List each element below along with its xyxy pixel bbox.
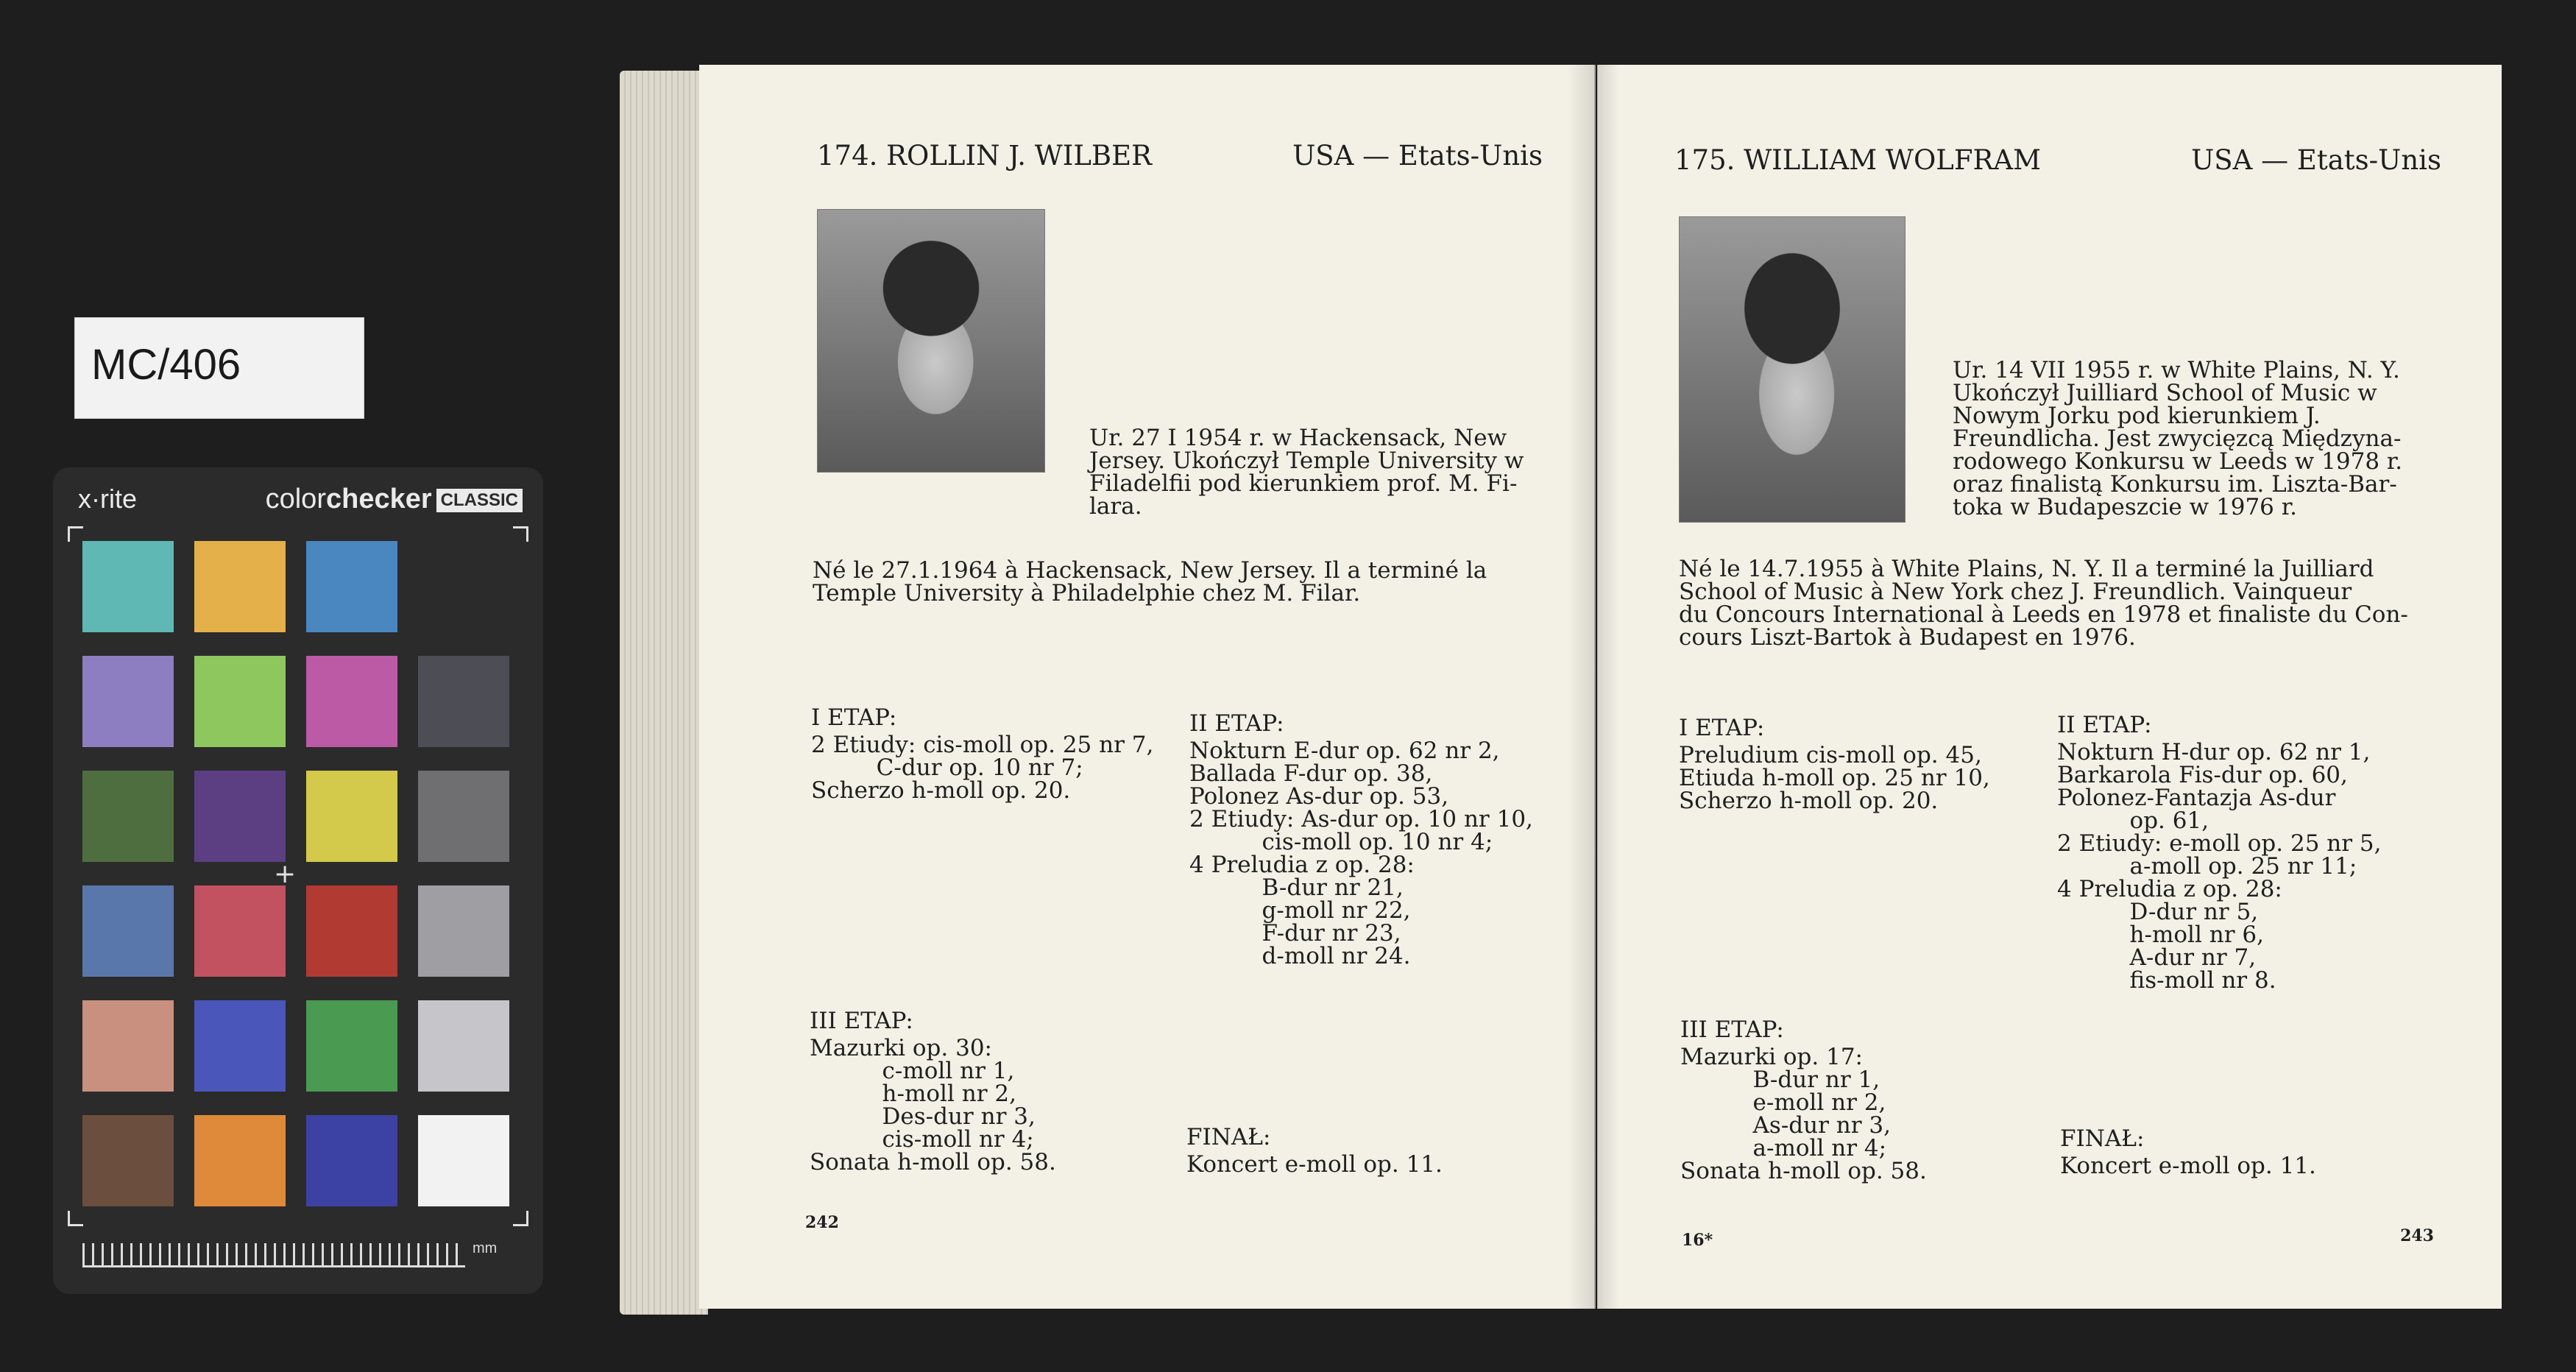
stage-2-program bbox=[1189, 712, 1533, 968]
stage-3-program bbox=[810, 1010, 1056, 1174]
program-line: c-moll nr 1, bbox=[810, 1058, 1015, 1084]
program-line: 2 Etiudy: cis-moll op. 25 nr 7, bbox=[811, 732, 1154, 758]
color-swatch bbox=[82, 1115, 174, 1206]
portrait-photo bbox=[1679, 216, 1906, 523]
color-swatch bbox=[418, 541, 509, 632]
color-swatch bbox=[306, 771, 397, 862]
page-number: 243 bbox=[2400, 1226, 2434, 1245]
colorchecker-logo: colorchecker CLASSIC bbox=[266, 484, 523, 515]
stage-heading: II ETAP: bbox=[1189, 710, 1284, 737]
portrait-photo bbox=[817, 209, 1045, 473]
program-line: C-dur op. 10 nr 7; bbox=[811, 754, 1083, 781]
program-line: h-moll nr 6, bbox=[2057, 922, 2264, 948]
stage-1-program bbox=[1679, 717, 1990, 813]
color-swatch bbox=[82, 885, 174, 977]
program-line: A-dur nr 7, bbox=[2057, 944, 2257, 971]
color-swatch bbox=[82, 656, 174, 747]
bio-line: School of Music à New York chez J. Freundlich. Vainqueur bbox=[1679, 579, 2352, 605]
color-swatch bbox=[194, 771, 286, 862]
program-line: Nokturn H-dur op. 62 nr 1, bbox=[2057, 739, 2371, 765]
bio-line: cours Liszt-Bartok à Budapest en 1976. bbox=[1679, 624, 2136, 651]
stage-heading: II ETAP: bbox=[2057, 712, 2152, 738]
stage-heading: III ETAP: bbox=[1680, 1016, 1784, 1043]
program-line: d-moll nr 24. bbox=[1189, 943, 1411, 969]
program-line: g-moll nr 22, bbox=[1189, 897, 1411, 924]
program-line: Polonez As-dur op. 53, bbox=[1189, 783, 1449, 810]
bio-line: Nowym Jorku pod kierunkiem J. bbox=[1953, 403, 2321, 429]
program-line: Scherzo h-moll op. 20. bbox=[811, 777, 1071, 804]
book-gutter bbox=[1568, 65, 1619, 1309]
registration-mark bbox=[68, 1211, 83, 1226]
color-checker-card bbox=[53, 467, 543, 1294]
program-line: Koncert e-moll op. 11. bbox=[2060, 1153, 2316, 1179]
color-swatch bbox=[418, 885, 509, 977]
bio-line: rodowego Konkursu w Leeds w 1978 r. bbox=[1953, 448, 2403, 475]
xrite-logo: x·rite bbox=[78, 484, 137, 514]
program-line: B-dur nr 1, bbox=[1680, 1067, 1880, 1093]
registration-mark bbox=[68, 526, 83, 542]
final-program bbox=[1186, 1126, 1443, 1176]
program-line: Preludium cis-moll op. 45, bbox=[1679, 742, 1982, 768]
ruler-unit: mm bbox=[473, 1240, 498, 1256]
color-swatch bbox=[418, 771, 509, 862]
color-swatch bbox=[306, 885, 397, 977]
color-swatch bbox=[194, 1115, 286, 1206]
stage-heading: I ETAP: bbox=[1679, 715, 1765, 741]
signature-mark: 16* bbox=[1682, 1231, 1713, 1250]
color-swatch bbox=[82, 1000, 174, 1092]
color-swatch bbox=[306, 541, 397, 632]
stage-3-program bbox=[1680, 1016, 1927, 1184]
page-number: 242 bbox=[805, 1213, 839, 1232]
catalog-label: MC/406 bbox=[74, 317, 364, 419]
bio-polish bbox=[1089, 427, 1524, 518]
stage-heading: III ETAP: bbox=[810, 1008, 913, 1034]
bio-line: Freundlicha. Jest zwycięzcą Międzyna- bbox=[1953, 425, 2402, 452]
program-line: cis-moll op. 10 nr 4; bbox=[1189, 829, 1493, 855]
color-swatch bbox=[306, 1115, 397, 1206]
color-swatch bbox=[306, 1000, 397, 1092]
program-line: Mazurki op. 17: bbox=[1680, 1044, 1863, 1070]
program-line: 4 Preludia z op. 28: bbox=[2057, 876, 2282, 902]
program-line: D-dur nr 5, bbox=[2057, 899, 2259, 925]
crosshair-icon: + bbox=[274, 859, 297, 889]
bio-line: Né le 14.7.1955 à White Plains, N. Y. Il a terminé la Juilliard bbox=[1679, 556, 2374, 582]
bio-line: Ukończył Juilliard School of Music w bbox=[1953, 380, 2377, 406]
program-line: Koncert e-moll op. 11. bbox=[1186, 1151, 1443, 1178]
bio-line: Né le 27.1.1964 à Hackensack, New Jersey. Il a terminé la bbox=[813, 557, 1487, 584]
final-program bbox=[2060, 1125, 2316, 1179]
entry-country: USA — Etats-Unis bbox=[1292, 140, 1543, 172]
stage-2-program bbox=[2057, 714, 2382, 992]
program-line: 4 Preludia z op. 28: bbox=[1189, 852, 1415, 878]
color-swatch bbox=[306, 656, 397, 747]
bio-line: toka w Budapeszcie w 1976 r. bbox=[1953, 494, 2298, 520]
program-line: fis-moll nr 8. bbox=[2057, 967, 2276, 994]
stage-heading: I ETAP: bbox=[811, 704, 897, 731]
color-swatch bbox=[418, 656, 509, 747]
color-swatch bbox=[194, 656, 286, 747]
program-line: a-moll nr 4; bbox=[1680, 1135, 1887, 1161]
registration-mark bbox=[513, 526, 528, 542]
color-swatch bbox=[194, 541, 286, 632]
color-swatch bbox=[418, 1000, 509, 1092]
bio-french bbox=[813, 559, 1487, 605]
bio-line: du Concours International à Leeds en 1978 et finaliste du Con- bbox=[1679, 601, 2408, 628]
program-line: B-dur nr 21, bbox=[1189, 874, 1404, 901]
stage-1-program bbox=[811, 704, 1154, 804]
program-line: Barkarola Fis-dur op. 60, bbox=[2057, 762, 2348, 788]
bio-french bbox=[1679, 558, 2408, 649]
color-swatch bbox=[194, 1000, 286, 1092]
program-line: Sonata h-moll op. 58. bbox=[1680, 1158, 1927, 1184]
bio-polish bbox=[1953, 359, 2402, 519]
program-line: 2 Etiudy: As-dur op. 10 nr 10, bbox=[1189, 806, 1533, 832]
page-edges bbox=[620, 71, 708, 1315]
bio-line: Ur. 27 I 1954 r. w Hackensack, New bbox=[1089, 425, 1507, 451]
program-line: a-moll op. 25 nr 11; bbox=[2057, 853, 2357, 880]
bio-line: Temple University à Philadelphie chez M. Filar. bbox=[813, 580, 1361, 607]
program-line: e-moll nr 2, bbox=[1680, 1089, 1886, 1116]
program-line: As-dur nr 3, bbox=[1680, 1112, 1892, 1139]
program-line: Mazurki op. 30: bbox=[810, 1035, 992, 1061]
color-swatch bbox=[82, 541, 174, 632]
color-swatch bbox=[194, 885, 286, 977]
right-page bbox=[1597, 65, 2502, 1309]
bio-line: oraz finalistą Konkursu im. Liszta-Bar- bbox=[1953, 471, 2397, 498]
bio-line: Filadelfii pod kierunkiem prof. M. Fi- bbox=[1089, 470, 1518, 497]
program-line: Sonata h-moll op. 58. bbox=[810, 1149, 1056, 1175]
program-line: Scherzo h-moll op. 20. bbox=[1679, 788, 1939, 814]
stage-heading: FINAŁ: bbox=[2060, 1125, 2145, 1152]
bio-line: Jersey. Ukończył Temple University w bbox=[1089, 448, 1524, 474]
entry-country: USA — Etats-Unis bbox=[2191, 144, 2441, 176]
color-swatch bbox=[418, 1115, 509, 1206]
entry-title: 174. ROLLIN J. WILBER bbox=[817, 140, 1152, 172]
stage-heading: FINAŁ: bbox=[1186, 1124, 1271, 1150]
program-line: Des-dur nr 3, bbox=[810, 1103, 1036, 1130]
color-swatch bbox=[82, 771, 174, 862]
program-line: cis-moll nr 4; bbox=[810, 1126, 1034, 1153]
program-line: Etiuda h-moll op. 25 nr 10, bbox=[1679, 765, 1990, 791]
program-line: F-dur nr 23, bbox=[1189, 920, 1401, 947]
program-line: Nokturn E-dur op. 62 nr 2, bbox=[1189, 738, 1500, 764]
left-page bbox=[699, 65, 1596, 1309]
program-line: h-moll nr 2, bbox=[810, 1081, 1016, 1107]
color-swatch-grid bbox=[82, 541, 512, 1215]
program-line: Ballada F-dur op. 38, bbox=[1189, 760, 1433, 787]
program-line: op. 61, bbox=[2057, 807, 2209, 834]
bio-line: Ur. 14 VII 1955 r. w White Plains, N. Y. bbox=[1953, 357, 2400, 383]
program-line: Polonez-Fantazja As-dur bbox=[2057, 785, 2336, 811]
entry-title: 175. WILLIAM WOLFRAM bbox=[1674, 144, 2041, 176]
bio-line: lara. bbox=[1089, 493, 1142, 520]
program-line: 2 Etiudy: e-moll op. 25 nr 5, bbox=[2057, 830, 2382, 857]
registration-mark bbox=[513, 1211, 528, 1226]
mm-ruler bbox=[82, 1243, 465, 1267]
